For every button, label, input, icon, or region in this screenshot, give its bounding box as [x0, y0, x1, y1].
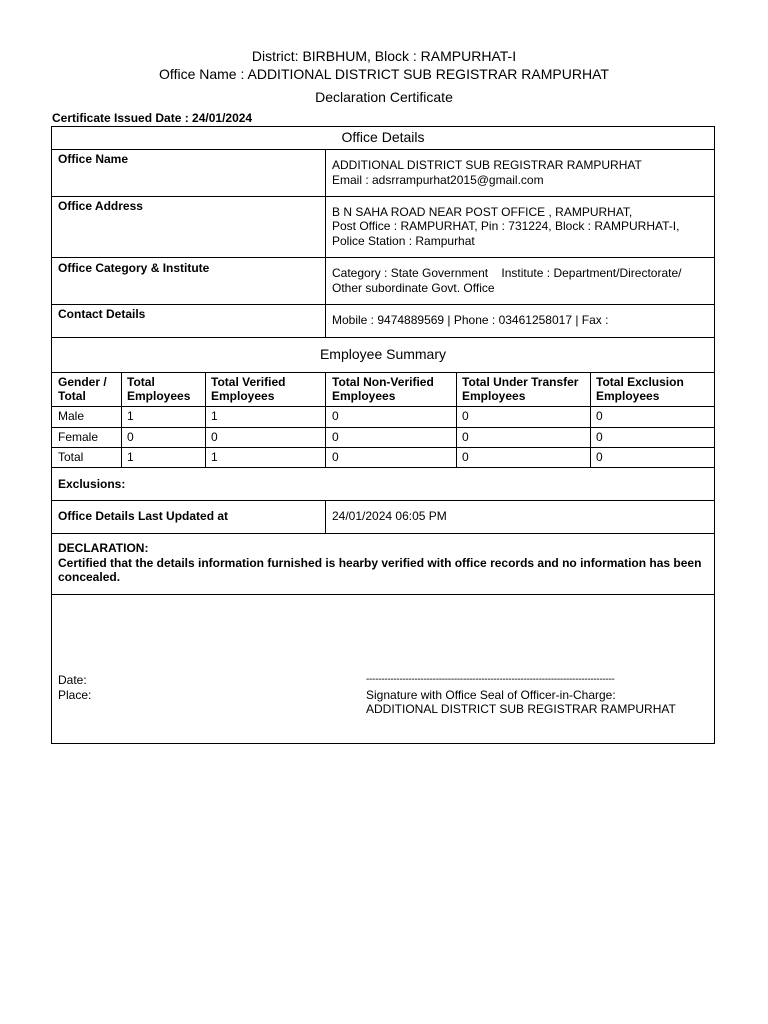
table-cell: 0: [462, 430, 469, 444]
table-cell: 1: [211, 409, 218, 423]
table-header-gender: Gender / Total: [58, 375, 107, 403]
table-cell: 0: [127, 430, 134, 444]
office-name-value: ADDITIONAL DISTRICT SUB REGISTRAR RAMPURHAT: [332, 158, 642, 172]
column-divider: [121, 372, 122, 467]
column-divider: [456, 372, 457, 467]
divider: [51, 500, 715, 501]
table-header-verified: Total Verified Employees: [211, 375, 286, 403]
divider: [51, 594, 715, 595]
declaration-text: Certified that the details information furnished is hearby verified with office records and no information has been: [58, 556, 702, 570]
exclusions-label: Exclusions:: [58, 477, 126, 491]
certificate-issued-date: Certificate Issued Date : 24/01/2024: [52, 111, 253, 125]
table-header-total: Total Employees: [127, 375, 191, 403]
office-category-label: Office Category & Institute: [58, 261, 210, 275]
office-details-title: Office Details: [341, 129, 425, 145]
signature-line: ----------------------------------------------------------------------------------: [366, 674, 615, 685]
table-cell: 1: [211, 450, 218, 464]
office-category-value: Other subordinate Govt. Office: [332, 281, 495, 295]
document-title: Declaration Certificate: [315, 89, 453, 105]
table-cell: 0: [596, 450, 603, 464]
divider: [51, 196, 715, 197]
divider: [51, 304, 715, 305]
last-updated-value: 24/01/2024 06:05 PM: [332, 509, 447, 523]
table-header-non-verified: Total Non-Verified Employees: [332, 375, 434, 403]
office-address-line: Police Station : Rampurhat: [332, 234, 475, 248]
office-email: Email : adsrrampurhat2015@gmail.com: [332, 173, 544, 187]
office-address-label: Office Address: [58, 199, 143, 213]
divider: [51, 149, 715, 150]
divider: [51, 257, 715, 258]
divider: [51, 467, 715, 468]
office-name-heading: Office Name : ADDITIONAL DISTRICT SUB REGISTRAR RAMPURHAT: [159, 66, 609, 82]
date-label: Date:: [58, 673, 87, 687]
table-cell: 1: [127, 450, 134, 464]
district-block-heading: District: BIRBHUM, Block : RAMPURHAT-I: [251, 48, 517, 64]
table-cell: 0: [211, 430, 218, 444]
office-category-value: Category : State Government Institute : Department/Directorate/: [332, 266, 682, 280]
column-divider: [325, 372, 326, 467]
table-cell: Female: [58, 430, 99, 444]
office-address-line: B N SAHA ROAD NEAR POST OFFICE , RAMPURHAT,: [332, 205, 633, 219]
table-header-under-transfer: Total Under Transfer Employees: [462, 375, 579, 403]
signature-officer: ADDITIONAL DISTRICT SUB REGISTRAR RAMPURHAT: [366, 702, 676, 716]
table-header-exclusion: Total Exclusion Employees: [596, 375, 684, 403]
table-cell: 0: [332, 450, 339, 464]
table-cell: 0: [332, 430, 339, 444]
declaration-text: concealed.: [58, 570, 121, 584]
table-cell: Male: [58, 409, 85, 423]
divider: [51, 447, 715, 448]
column-divider: [325, 500, 326, 533]
last-updated-label: Office Details Last Updated at: [58, 509, 229, 523]
contact-details-value: Mobile : 9474889569 | Phone : 03461258017 | Fax :: [332, 313, 609, 327]
table-cell: 0: [596, 430, 603, 444]
table-cell: 0: [462, 409, 469, 423]
table-cell: 1: [127, 409, 134, 423]
place-label: Place:: [58, 688, 92, 702]
office-address-line: Post Office : RAMPURHAT, Pin : 731224, Block : RAMPURHAT-I,: [332, 219, 680, 233]
office-name-label: Office Name: [58, 152, 129, 166]
table-cell: 0: [332, 409, 339, 423]
column-divider: [590, 372, 591, 467]
divider: [51, 372, 715, 373]
employee-summary-title: Employee Summary: [319, 346, 447, 362]
column-divider: [325, 149, 326, 337]
contact-details-label: Contact Details: [58, 307, 146, 321]
declaration-title: DECLARATION:: [58, 541, 149, 555]
signature-caption: Signature with Office Seal of Officer-in-Charge:: [366, 688, 616, 702]
table-cell: 0: [462, 450, 469, 464]
table-cell: 0: [596, 409, 603, 423]
table-cell: Total: [58, 450, 84, 464]
divider: [51, 533, 715, 534]
divider: [51, 337, 715, 338]
divider: [51, 406, 715, 407]
divider: [51, 427, 715, 428]
column-divider: [205, 372, 206, 467]
